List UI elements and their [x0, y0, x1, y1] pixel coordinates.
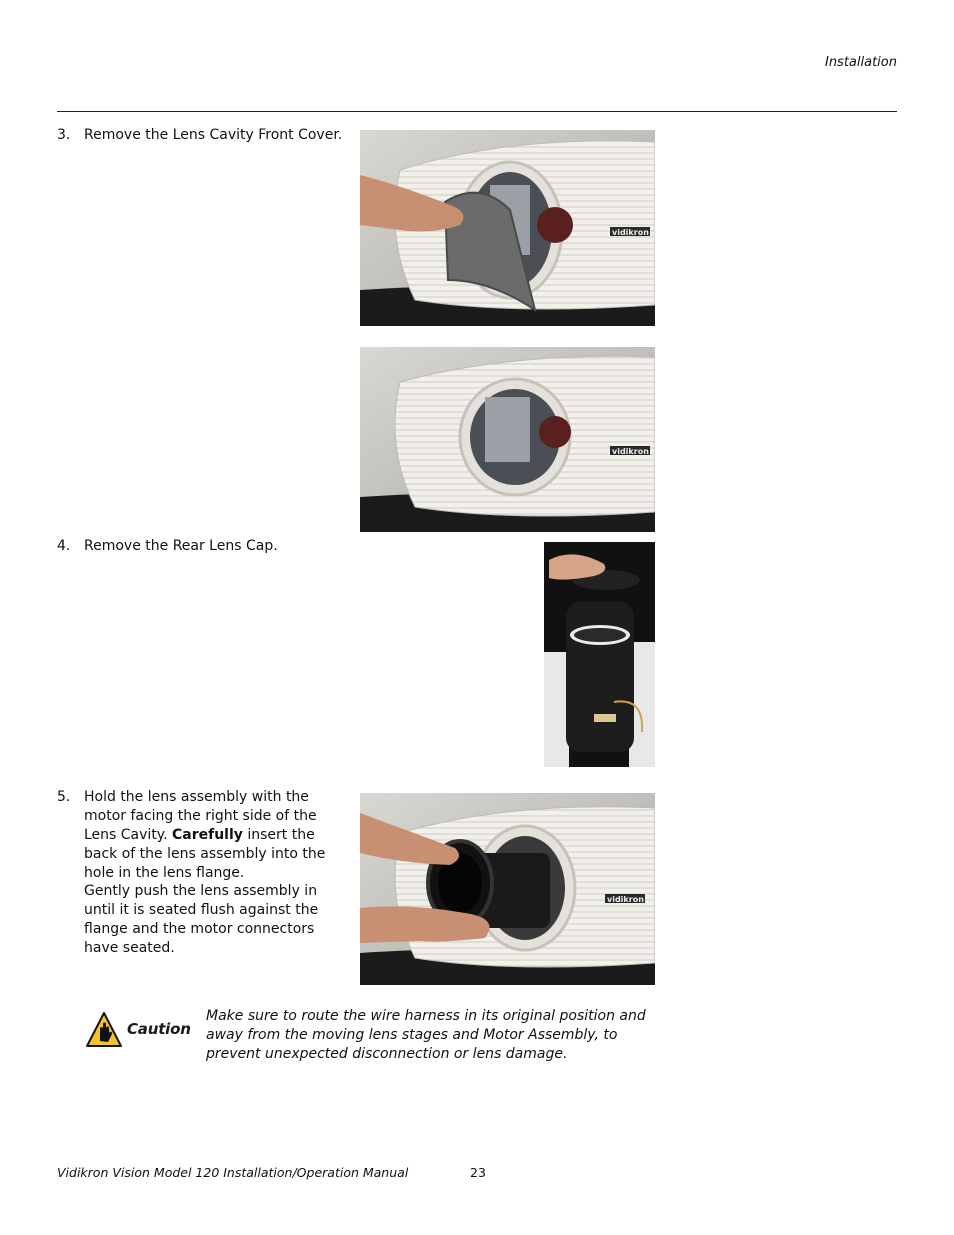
section-header: Installation: [824, 55, 897, 70]
step-number: 3.: [57, 127, 71, 143]
step-number: 4.: [57, 538, 71, 554]
step-text-part: Hold the lens assembly with the motor facing the right side of the Lens Cavity.: [84, 789, 317, 843]
brand-logo-text: vidikron: [612, 447, 649, 456]
step-text-emphasis: Carefully: [172, 827, 243, 843]
step-number: 5.: [57, 789, 71, 805]
photo-cavity-open: [360, 347, 655, 532]
brand-logo-text: vidikron: [607, 895, 644, 904]
caution-text: Make sure to route the wire harness in its original position and away from the moving lens stages and Motor Assembly, to prevent unexpected disconnection or lens damage.: [206, 1008, 646, 1062]
step-text-part: insert the back of the lens assembly into the hole in the lens flange.: [84, 827, 326, 881]
header-rule: [57, 111, 897, 112]
step-text: Remove the Lens Cavity Front Cover.: [84, 127, 343, 143]
photo-insert-lens: [360, 793, 655, 985]
step-text: Remove the Rear Lens Cap.: [84, 538, 278, 554]
caution-label: Caution: [127, 1020, 191, 1038]
photo-remove-front-cover: [360, 130, 655, 326]
footer-manual-title: Vidikron Vision Model 120 Installation/Operation Manual: [57, 1165, 409, 1180]
step-paragraph-1: [84, 788, 352, 883]
page-number: 23: [470, 1165, 486, 1180]
step-paragraph-2: Gently push the lens assembly in until it is seated flush against the flange and the motor connectors have seated.: [84, 883, 319, 956]
photo-rear-lens-cap: [544, 542, 655, 767]
hand-warning-icon: [85, 1011, 123, 1049]
brand-logo-text: vidikron: [612, 228, 649, 237]
